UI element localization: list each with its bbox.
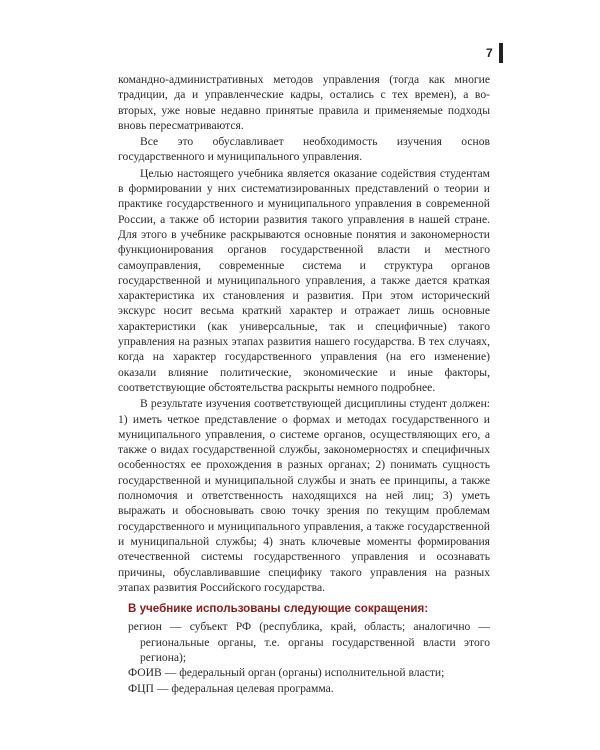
abbreviation-item xyxy=(118,665,490,680)
abbreviation-term: ФОИВ xyxy=(128,666,162,680)
paragraph-continuation: командно-административных методов управления (тогда как многие традиции, да и управленческие кадры, остались с тех времен), а во-вторых, уже новые недавно принятые правила и применяемые подходы вновь пересматриваются. xyxy=(118,73,490,132)
paragraph-necessity: Все это обуславливает необходимость изучения основ государственного и муниципального управления. xyxy=(118,135,490,164)
paragraph-purpose: Целью настоящего учебника является оказание содействия студентам в формировании у них систематизированных представлений о теории и практике государственного и муниципального управления в современной России, а также об истории развития такого управления в нашей стране. Для этого в учебнике раскрываются основные понятия и закономерности функционирования органов государственной власти и местного самоуправления, современные система и структура органов государственной и муниципального управления, а также дается краткая характеристика их становления и развития. При этом исторический экскурс носит весьма краткий характер и отражает лишь основные характеристики (как универсальные, так и специфичные) такого управления на разных этапах развития нашего государства. В тех случаях, когда на характер государственного управления (на его изменение) оказали влияние политические, экономические и иные факторы, соответствующие обстоятельства раскрыты немного подробнее. xyxy=(118,166,490,394)
abbreviation-dash: — xyxy=(164,666,177,680)
abbreviation-item xyxy=(118,619,490,665)
abbreviations-heading: В учебнике использованы следующие сокращения: xyxy=(128,602,429,616)
page-number-bar xyxy=(499,43,503,63)
abbreviation-item xyxy=(118,681,490,696)
abbreviation-dash: — xyxy=(170,620,182,634)
abbreviation-definition: субъект РФ (республика, край, область; аналогично — региональные органы, т.е. органы государственной власти этого региона); xyxy=(140,620,491,664)
abbreviation-term: регион xyxy=(128,620,162,634)
abbreviation-dash: — xyxy=(156,681,169,695)
page-body xyxy=(118,72,490,696)
abbreviation-definition: федеральный орган (органы) исполнительной власти; xyxy=(179,666,445,680)
page-number: 7 xyxy=(486,46,493,60)
abbreviation-term: ФЦП xyxy=(128,681,154,695)
paragraph-outcomes: В результате изучения соответствующей дисциплины студент должен: 1) иметь четкое представление о формах и методах государственного и муниципального управления, о системе органов, осуществляющих его, а также о видах государственной службы, закономерностях и специфичных особенностях ее прохождения в разных органах; 2) понимать сущность государственной и муниципальной службы и знать ее принципы, а также полномочия и ответственность находящихся на ней лиц; 3) уметь выражать и обосновывать свою точку зрения по текущим проблемам государственного и муниципального управления, а также государственной и муниципальной службы; 4) знать ключевые моменты формирования отечественной системы государственного управления и осознавать причины, обуславливавшие специфику такого управления на разных этапах развития Российского государства. xyxy=(118,397,490,594)
abbreviation-definition: федеральная целевая программа. xyxy=(171,681,334,695)
